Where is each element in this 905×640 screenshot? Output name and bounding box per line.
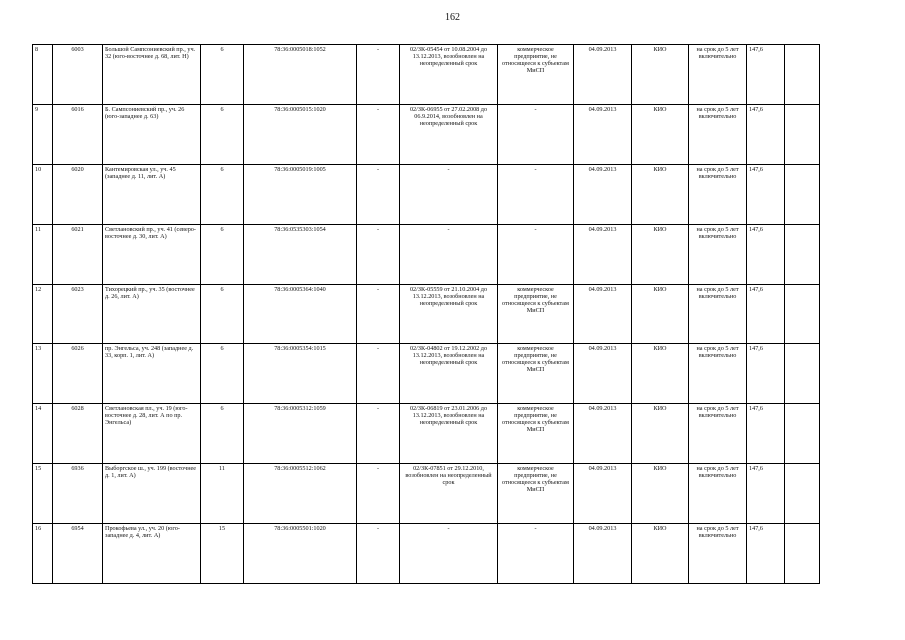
plot-address: Кантемировская ул., уч. 45 (западнее д. 11, лит. А) — [103, 164, 201, 224]
table-row — [33, 284, 820, 344]
table-row — [33, 344, 820, 404]
zone-number: 6 — [201, 404, 244, 464]
plot-area: 147,6 — [747, 45, 785, 105]
tenant-status: - — [498, 224, 574, 284]
row-number: 12 — [33, 284, 53, 344]
row-number: 8 — [33, 45, 53, 105]
empty-cell: - — [357, 464, 400, 524]
lease-term: на срок до 5 лет включительно — [689, 164, 747, 224]
plot-address: Б. Сампсониевский пр., уч. 26 (юго-западнее д. 63) — [103, 104, 201, 164]
table-row — [33, 45, 820, 105]
plot-area: 147,6 — [747, 284, 785, 344]
empty-cell: - — [357, 344, 400, 404]
decision-date: 04.09.2013 — [574, 524, 632, 584]
page-number: 162 — [445, 12, 460, 23]
organization: КИО — [632, 224, 689, 284]
decision-date: 04.09.2013 — [574, 104, 632, 164]
zone-number: 6 — [201, 284, 244, 344]
empty-cell — [785, 464, 820, 524]
cadastral-number: 78:36:0005018:1052 — [244, 45, 357, 105]
tenant-status: коммерческое предприятие, не относящееся к субъектам МиСП — [498, 404, 574, 464]
zone-number: 6 — [201, 164, 244, 224]
table-row — [33, 464, 820, 524]
row-number: 10 — [33, 164, 53, 224]
empty-cell — [785, 344, 820, 404]
plot-address: Выборгское ш., уч. 199 (восточнее д. 1, лит. А) — [103, 464, 201, 524]
zone-number: 15 — [201, 524, 244, 584]
decision-date: 04.09.2013 — [574, 45, 632, 105]
decision-date: 04.09.2013 — [574, 404, 632, 464]
row-number: 13 — [33, 344, 53, 404]
plot-address: Большой Сампсониевский пр., уч. 32 (юго-восточнее д. 68, лит. Н) — [103, 45, 201, 105]
tenant-status: коммерческое предприятие, не относящееся к субъектам МиСП — [498, 284, 574, 344]
plot-id: 6020 — [53, 164, 103, 224]
plot-address: Светлановский пр., уч. 41 (северо-восточнее д. 30, лит. А) — [103, 224, 201, 284]
tenant-status: коммерческое предприятие, не относящееся к субъектам МиСП — [498, 45, 574, 105]
plot-id: 6028 — [53, 404, 103, 464]
table-row — [33, 164, 820, 224]
table-row — [33, 404, 820, 464]
row-number: 14 — [33, 404, 53, 464]
row-number: 11 — [33, 224, 53, 284]
tenant-status: коммерческое предприятие, не относящееся к субъектам МиСП — [498, 344, 574, 404]
plot-area: 147,6 — [747, 224, 785, 284]
plot-address: Тихорецкий пр., уч. 35 (восточнее д. 26, лит. А) — [103, 284, 201, 344]
empty-cell: - — [357, 45, 400, 105]
empty-cell — [785, 404, 820, 464]
plot-address: пр. Энгельса, уч. 248 (западнее д. 33, корп. 1, лит. А) — [103, 344, 201, 404]
empty-cell — [785, 104, 820, 164]
table-row — [33, 524, 820, 584]
lease-contract: 02/ЗК-04802 от 19.12.2002 до 13.12.2013, возобновлен на неопределенный срок — [400, 344, 498, 404]
lease-contract: - — [400, 224, 498, 284]
lease-contract: 02/ЗК-05454 от 10.08.2004 до 13.12.2013, возобновлен на неопределенный срок — [400, 45, 498, 105]
cadastral-number: 78:36:0005364:1040 — [244, 284, 357, 344]
decision-date: 04.09.2013 — [574, 344, 632, 404]
organization: КИО — [632, 464, 689, 524]
decision-date: 04.09.2013 — [574, 164, 632, 224]
zone-number: 6 — [201, 224, 244, 284]
lease-contract: - — [400, 524, 498, 584]
lease-contract: 02/ЗК-07851 от 29.12.2010, возобновлен на неопределенный срок — [400, 464, 498, 524]
empty-cell: - — [357, 404, 400, 464]
empty-cell — [785, 164, 820, 224]
lease-term: на срок до 5 лет включительно — [689, 45, 747, 105]
lease-contract: 02/ЗК-05559 от 21.10.2004 до 13.12.2013, возобновлен на неопределенный срок — [400, 284, 498, 344]
table-row — [33, 224, 820, 284]
organization: КИО — [632, 284, 689, 344]
plot-area: 147,6 — [747, 524, 785, 584]
tenant-status: - — [498, 164, 574, 224]
zone-number: 11 — [201, 464, 244, 524]
empty-cell: - — [357, 164, 400, 224]
plot-area: 147,6 — [747, 404, 785, 464]
organization: КИО — [632, 104, 689, 164]
plot-id: 6026 — [53, 344, 103, 404]
tenant-status: коммерческое предприятие, не относящееся к субъектам МиСП — [498, 464, 574, 524]
plot-id: 6023 — [53, 284, 103, 344]
empty-cell — [785, 224, 820, 284]
organization: КИО — [632, 45, 689, 105]
organization: КИО — [632, 404, 689, 464]
plot-area: 147,6 — [747, 344, 785, 404]
row-number: 15 — [33, 464, 53, 524]
cadastral-number: 78:36:0005312:1059 — [244, 404, 357, 464]
cadastral-number: 78:36:0005015:1020 — [244, 104, 357, 164]
row-number: 9 — [33, 104, 53, 164]
plot-id: 6021 — [53, 224, 103, 284]
cadastral-number: 78:36:0005354:1015 — [244, 344, 357, 404]
zone-number: 6 — [201, 45, 244, 105]
plot-area: 147,6 — [747, 104, 785, 164]
plot-id: 6954 — [53, 524, 103, 584]
cadastral-number: 78:36:0005019:1005 — [244, 164, 357, 224]
cadastral-number: 78:36:0005512:1062 — [244, 464, 357, 524]
organization: КИО — [632, 344, 689, 404]
plot-address: Светлановская пл., уч. 19 (юго-восточнее д. 28, лит. А по пр. Энгельса) — [103, 404, 201, 464]
row-number: 16 — [33, 524, 53, 584]
land-plot-table — [32, 44, 820, 584]
lease-term: на срок до 5 лет включительно — [689, 344, 747, 404]
lease-contract: - — [400, 164, 498, 224]
decision-date: 04.09.2013 — [574, 464, 632, 524]
plot-area: 147,6 — [747, 464, 785, 524]
plot-id: 6936 — [53, 464, 103, 524]
empty-cell — [785, 45, 820, 105]
organization: КИО — [632, 164, 689, 224]
lease-term: на срок до 5 лет включительно — [689, 224, 747, 284]
empty-cell: - — [357, 104, 400, 164]
decision-date: 04.09.2013 — [574, 284, 632, 344]
lease-contract: 02/ЗК-06819 от 23.01.2006 до 13.12.2013, возобновлен на неопределенный срок — [400, 404, 498, 464]
lease-term: на срок до 5 лет включительно — [689, 524, 747, 584]
plot-id: 6016 — [53, 104, 103, 164]
zone-number: 6 — [201, 104, 244, 164]
lease-contract: 02/ЗК-06955 от 27.02.2008 до 06.9.2014, возобновлен на неопределенный срок — [400, 104, 498, 164]
empty-cell — [785, 284, 820, 344]
lease-term: на срок до 5 лет включительно — [689, 464, 747, 524]
plot-area: 147,6 — [747, 164, 785, 224]
plot-address: Прокофьева ул., уч. 20 (юго-западнее д. 4, лит. А) — [103, 524, 201, 584]
plot-id: 6003 — [53, 45, 103, 105]
tenant-status: - — [498, 524, 574, 584]
empty-cell: - — [357, 284, 400, 344]
organization: КИО — [632, 524, 689, 584]
table-row — [33, 104, 820, 164]
lease-term: на срок до 5 лет включительно — [689, 104, 747, 164]
tenant-status: - — [498, 104, 574, 164]
decision-date: 04.09.2013 — [574, 224, 632, 284]
zone-number: 6 — [201, 344, 244, 404]
cadastral-number: 78:36:0005501:1020 — [244, 524, 357, 584]
cadastral-number: 78:36:0535303:1054 — [244, 224, 357, 284]
empty-cell: - — [357, 224, 400, 284]
empty-cell — [785, 524, 820, 584]
lease-term: на срок до 5 лет включительно — [689, 284, 747, 344]
empty-cell: - — [357, 524, 400, 584]
lease-term: на срок до 5 лет включительно — [689, 404, 747, 464]
